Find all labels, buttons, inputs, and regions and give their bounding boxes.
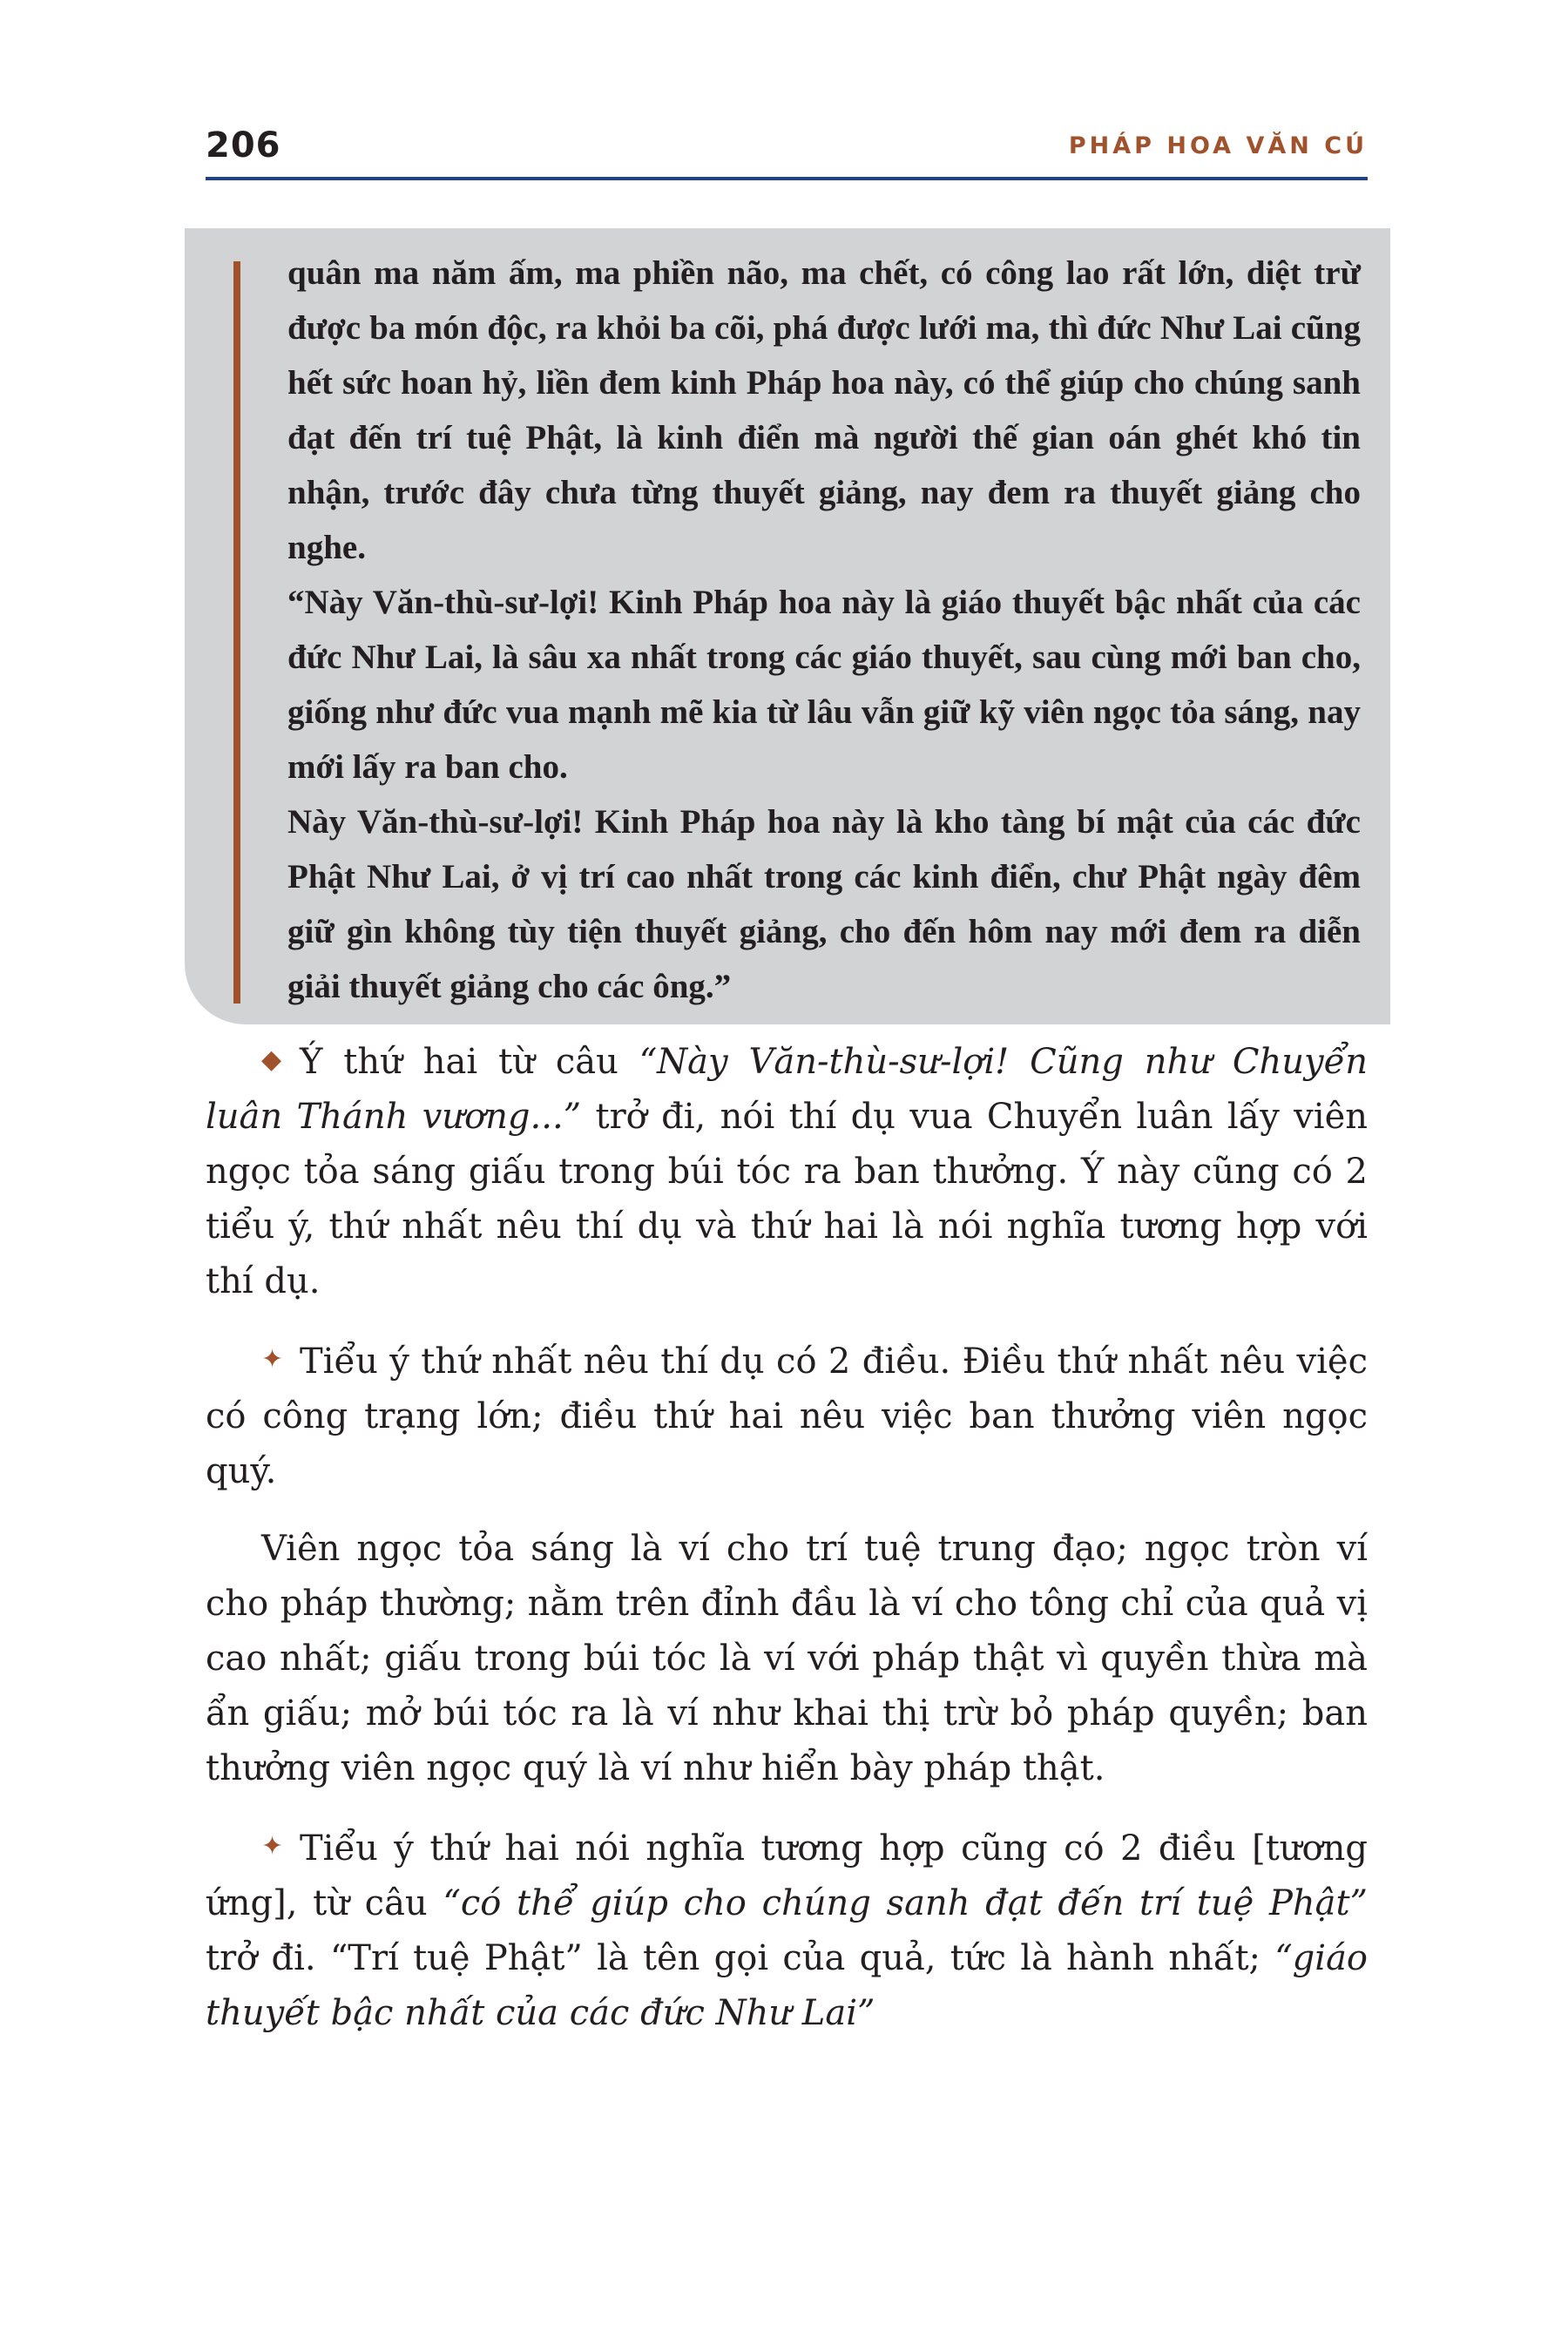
italic-quote: “giáo thuyết bậc nhất của các đức Như Lai” [206, 1938, 1368, 2033]
quote-paragraph: “Này Văn-thù-sư-lợi! Kinh Pháp hoa này là giáo thuyết bậc nhất của các đức Như Lai, là sâu xa nhất trong các giáo thuyết, sau cùng mới ban cho, giống như đức vua mạnh mẽ kia từ lâu vẫn giữ kỹ viên ngọc tỏa sáng, nay mới lấy ra ban cho. [287, 584, 1361, 786]
quote-box [185, 228, 1390, 1024]
quote-paragraph: quân ma năm ấm, ma phiền não, ma chết, có công lao rất lớn, diệt trừ được ba món độc, ra khỏi ba cõi, phá được lưới ma, thì đức Như Lai cũng hết sức hoan hỷ, liền đem kinh Pháp hoa này, có thể giúp cho chúng sanh đạt đến trí tuệ Phật, là kinh điển mà người thế gian oán ghét khó tin nhận, trước đây chưa từng thuyết giảng, nay đem ra thuyết giảng cho nghe. [287, 254, 1361, 566]
quote-text [287, 246, 1361, 1014]
text-run: Ý thứ hai từ câu [300, 1042, 639, 1082]
page-header [206, 122, 1368, 178]
body-paragraph [206, 1032, 1368, 1309]
italic-quote: “Này Văn-thù-sư-lợi! Cũng như Chuyển luân Thánh vương...” [206, 1042, 1368, 1137]
text-run: Tiểu ý thứ hai nói nghĩa tương hợp cũng có 2 điều [tương ứng], từ câu [206, 1828, 1368, 1923]
quote-paragraph: Này Văn-thù-sư-lợi! Kinh Pháp hoa này là kho tàng bí mật của các đức Phật Như Lai, ở vị trí cao nhất trong các kinh điển, chư Phật ngày đêm giữ gìn không tùy tiện thuyết giảng, cho đến hôm nay mới đem ra diễn giải thuyết giảng cho các ông.” [287, 803, 1361, 1005]
body-paragraph [206, 1332, 1368, 1499]
text-run: trở đi, nói thí dụ vua Chuyển luân lấy viên ngọc tỏa sáng giấu trong búi tóc ra ban thưởng. Ý này cũng có 2 tiểu ý, thứ nhất nêu thí dụ và thứ hai là nói nghĩa tương hợp với thí dụ. [206, 1097, 1369, 1301]
text-run: Viên ngọc tỏa sáng là ví cho trí tuệ trung đạo; ngọc tròn ví cho pháp thường; nằm trên đỉnh đầu là ví cho tông chỉ của quả vị cao nhất; giấu trong búi tóc là ví với pháp thật vì quyền thừa mà ẩn giấu; mở búi tóc ra là ví như khai thị trừ bỏ pháp quyền; ban thưởng viên ngọc quý là ví như hiển bày pháp thật. [206, 1529, 1368, 1788]
text-run: Tiểu ý thứ nhất nêu thí dụ có 2 điều. Điều thứ nhất nêu việc có công trạng lớn; điều thứ hai nêu việc ban thưởng viên ngọc quý. [206, 1342, 1368, 1491]
star-bullet-icon: ✦ [261, 1344, 284, 1375]
text-run: trở đi. “Trí tuệ Phật” là tên gọi của quả, tức là hành nhất; [206, 1938, 1275, 1978]
running-title: PHÁP HOA VĂN CÚ [1068, 132, 1368, 159]
header-rule [206, 177, 1368, 180]
body-text [206, 1032, 1368, 2064]
star-bullet-icon: ✦ [261, 1831, 284, 1862]
page-number: 206 [206, 125, 281, 166]
body-paragraph [206, 1522, 1368, 1796]
body-paragraph [206, 1819, 1368, 2041]
italic-quote: “có thể giúp cho chúng sanh đạt đến trí tuệ Phật” [443, 1883, 1368, 1923]
diamond-bullet-icon: ◆ [261, 1044, 282, 1075]
quote-accent-bar [233, 261, 240, 1004]
